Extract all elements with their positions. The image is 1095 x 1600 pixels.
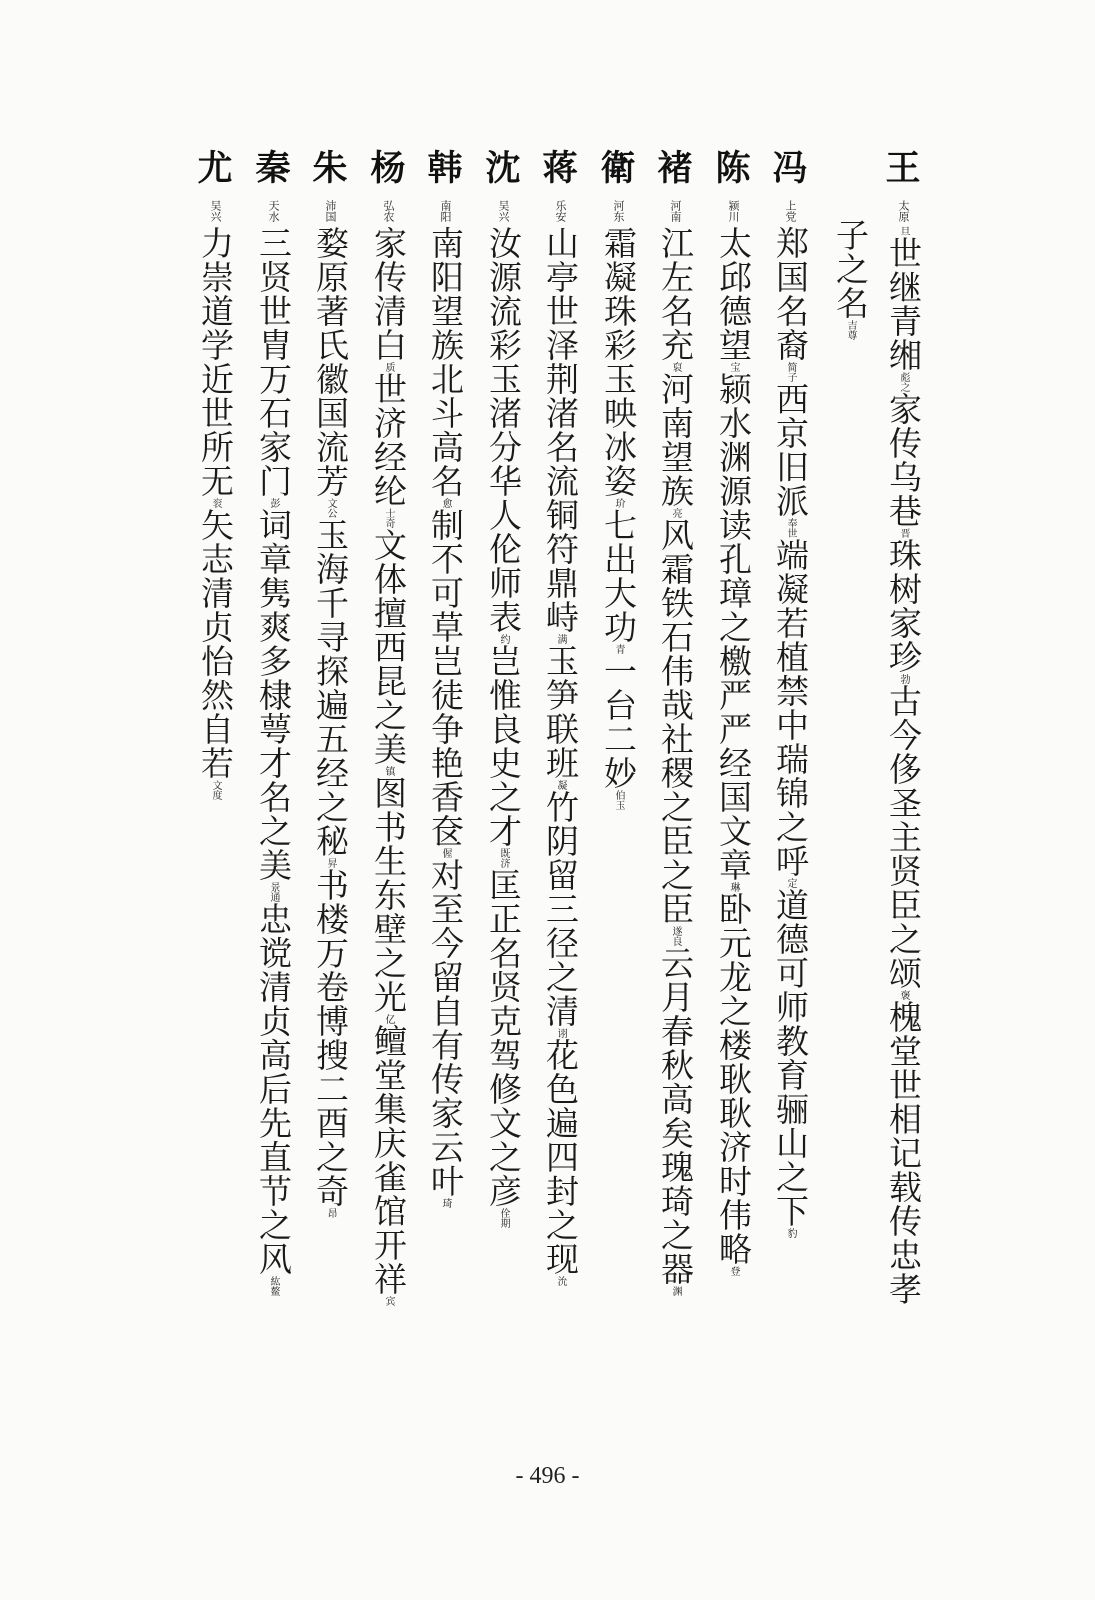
couplet-text (713, 226, 753, 1276)
couplet-phrase: 书楼万卷博搜二酉之奇 (311, 868, 350, 1208)
surname-column (591, 150, 645, 1430)
couplet-phrase: 七出大功 (599, 508, 638, 644)
couplet-phrase: 江左名充 (656, 226, 695, 362)
clan-origin: 吴兴 (497, 200, 510, 222)
couplet-phrase: 文体擅西昆之美 (369, 528, 408, 766)
annotation-note: 质 (383, 362, 394, 372)
couplet-phrase: 山亭世泽荆渚名流铜符鼎峙 (541, 226, 580, 634)
surname-column (648, 150, 702, 1430)
annotation-note: 满 (555, 634, 566, 644)
surname-heading: 秦 (255, 149, 291, 189)
clan-origin: 弘农 (382, 200, 395, 222)
annotation-note: 亿 (383, 1014, 394, 1024)
couplet-phrase: 图书生东壁之光 (369, 776, 408, 1014)
couplet-phrase: 道德可师教育骊山之下 (771, 888, 810, 1228)
clan-origin: 吴兴 (209, 200, 222, 222)
annotation-note: 琦 (440, 1198, 451, 1208)
couplet-phrase: 制不可草岂徒争艳香奁 (426, 508, 465, 848)
clan-origin: 颍川 (727, 200, 740, 222)
annotation-note: 彪之 (898, 372, 909, 392)
clan-origin: 天水 (267, 200, 280, 222)
couplet-phrase: 家传清白 (369, 226, 408, 362)
annotation-note: 旦 (898, 226, 909, 236)
couplet-phrase: 玉笋联班 (541, 644, 580, 780)
couplet-phrase: 河南望族 (656, 372, 695, 508)
annotation-note: 衮 (210, 498, 221, 508)
annotation-note: 凝 (555, 780, 566, 790)
couplet-phrase: 卧元龙之楼耿耿济时伟略 (714, 892, 753, 1266)
couplet-phrase: 婺原著氏徽国流芳 (311, 226, 350, 498)
annotation-note: 勃 (898, 674, 909, 684)
couplet-phrase: 岂惟良史之才 (484, 644, 523, 848)
annotation-note: 既济 (498, 848, 509, 868)
couplet-phrase: 词章隽爽多棣萼才名之美 (254, 508, 293, 882)
annotation-note: 晋 (898, 528, 909, 538)
annotation-note: 登 (728, 1266, 739, 1276)
surname-heading: 尤 (197, 149, 233, 189)
surname-heading: 陈 (715, 149, 751, 189)
couplet-phrase: 对至今留自有传家云叶 (426, 858, 465, 1198)
couplet-phrase: 珠树家珍 (884, 538, 923, 674)
surname-column (876, 150, 930, 1430)
annotation-note: 紘鳌 (268, 1276, 279, 1296)
surname-column (303, 150, 357, 1430)
surname-heading: 杨 (370, 149, 406, 189)
surname-column (188, 150, 242, 1430)
couplet-phrase: 汝源流彩玉渚分华人伦师表 (484, 226, 523, 634)
surname-heading: 沈 (485, 149, 521, 189)
annotation-note: 约 (498, 634, 509, 644)
annotation-note: 裒 (670, 362, 681, 372)
annotation-note: 玠 (613, 498, 624, 508)
annotation-note: 景通 (268, 882, 279, 902)
couplet-phrase: 世济经纶 (369, 372, 408, 508)
annotation-note: 遂良 (670, 926, 681, 946)
annotation-note: 奉世 (785, 518, 796, 538)
couplet-phrase: 端凝若植禁中瑞锦之呼 (771, 538, 810, 878)
surname-heading: 朱 (312, 149, 348, 189)
annotation-note: 沇 (555, 1276, 566, 1286)
annotation-note: 愈 (440, 498, 451, 508)
couplet-phrase: 郑国名裔 (771, 226, 810, 362)
annotation-note: 昂 (325, 1208, 336, 1218)
couplet-text (483, 226, 523, 1228)
surname-heading: 冯 (772, 149, 808, 189)
couplet-phrase: 家传乌巷 (884, 392, 923, 528)
couplet-text (883, 226, 923, 1306)
annotation-note: 偓 (440, 848, 451, 858)
annotation-note: 褒 (898, 990, 909, 1000)
surname-heading: 王 (885, 149, 921, 189)
couplet-phrase: 西京旧派 (771, 382, 810, 518)
couplet-text (425, 226, 465, 1208)
surname-column (418, 150, 472, 1430)
couplet-phrase: 忠谠清贞高后先直节之风 (254, 902, 293, 1276)
clan-origin: 南阳 (439, 200, 452, 222)
couplet-text (770, 226, 810, 1238)
annotation-note: 渊 (670, 1286, 681, 1296)
continuation-note: 吉尊 (845, 320, 856, 340)
surname-heading: 衛 (600, 149, 636, 189)
couplet-text (310, 226, 350, 1218)
surname-column (361, 150, 415, 1430)
annotation-note: 琳 (728, 882, 739, 892)
annotation-note: 定 (785, 878, 796, 888)
continuation-line (830, 218, 870, 340)
clan-origin: 河东 (612, 200, 625, 222)
couplet-phrase: 古今侈圣主贤臣之颂 (884, 684, 923, 990)
clan-origin: 太原 (897, 200, 910, 222)
surname-heading: 蒋 (542, 149, 578, 189)
annotation-note: 昇 (325, 858, 336, 868)
couplet-phrase: 霜凝珠彩玉映冰姿 (599, 226, 638, 498)
page-number: - 496 - (515, 1463, 580, 1489)
couplet-phrase: 三贤世胄万石家门 (254, 226, 293, 498)
couplet-phrase: 槐堂世相记载传忠孝 (884, 1000, 923, 1306)
couplet-phrase: 矢志清贞怡然自若 (196, 508, 235, 780)
couplet-phrase: 风霜铁石伟哉社稷之臣之臣 (656, 518, 695, 926)
annotation-note: 豹 (785, 1228, 796, 1238)
couplet-text (253, 226, 293, 1296)
couplet-text (598, 226, 638, 810)
surname-column (533, 150, 587, 1430)
surname-column (246, 150, 300, 1430)
annotation-note: 简子 (785, 362, 796, 382)
surname-heading: 褚 (657, 149, 693, 189)
annotation-note: 镇 (383, 766, 394, 776)
annotation-note: 文度 (210, 780, 221, 800)
couplet-phrase: 太邱德望 (714, 226, 753, 362)
couplet-text (540, 226, 580, 1286)
annotation-note: 佺期 (498, 1208, 509, 1228)
couplet-phrase: 匡正名贤克驾修文之彦 (484, 868, 523, 1208)
couplet-phrase: 玉海千寻探遍五经之秘 (311, 518, 350, 858)
couplet-phrase: 颍水渊源读孔璋之檄严严经国文章 (714, 372, 753, 882)
surname-column (476, 150, 530, 1430)
annotation-note: 伯玉 (613, 790, 624, 810)
continuation-text: 子之名 (831, 218, 870, 320)
clan-origin: 乐安 (554, 200, 567, 222)
annotation-note: 文公 (325, 498, 336, 518)
annotation-note: 亮 (670, 508, 681, 518)
annotation-note: 宝 (728, 362, 739, 372)
couplet-phrase: 花色遍四封之现 (541, 1038, 580, 1276)
surname-column (763, 150, 817, 1430)
annotation-note: 彭 (268, 498, 279, 508)
couplet-text (368, 226, 408, 1306)
couplet-phrase: 世继青缃 (884, 236, 923, 372)
couplet-text (655, 226, 695, 1296)
annotation-note: 宾 (383, 1296, 394, 1306)
couplet-phrase: 一台二妙 (599, 654, 638, 790)
surname-column (706, 150, 760, 1430)
couplet-phrase: 云月春秋高矣瑰琦之器 (656, 946, 695, 1286)
annotation-note: 青 (613, 644, 624, 654)
annotation-note: 士奇 (383, 508, 394, 528)
clan-origin: 沛国 (324, 200, 337, 222)
couplet-text (195, 226, 235, 800)
surname-heading: 韩 (427, 149, 463, 189)
couplet-phrase: 南阳望族北斗高名 (426, 226, 465, 498)
couplet-phrase: 竹阴留三径之清 (541, 790, 580, 1028)
couplet-phrase: 力崇道学近世所无 (196, 226, 235, 498)
annotation-note: 诩 (555, 1028, 566, 1038)
clan-origin: 河南 (669, 200, 682, 222)
couplet-phrase: 鳣堂集庆雀馆开祥 (369, 1024, 408, 1296)
clan-origin: 上党 (784, 200, 797, 222)
